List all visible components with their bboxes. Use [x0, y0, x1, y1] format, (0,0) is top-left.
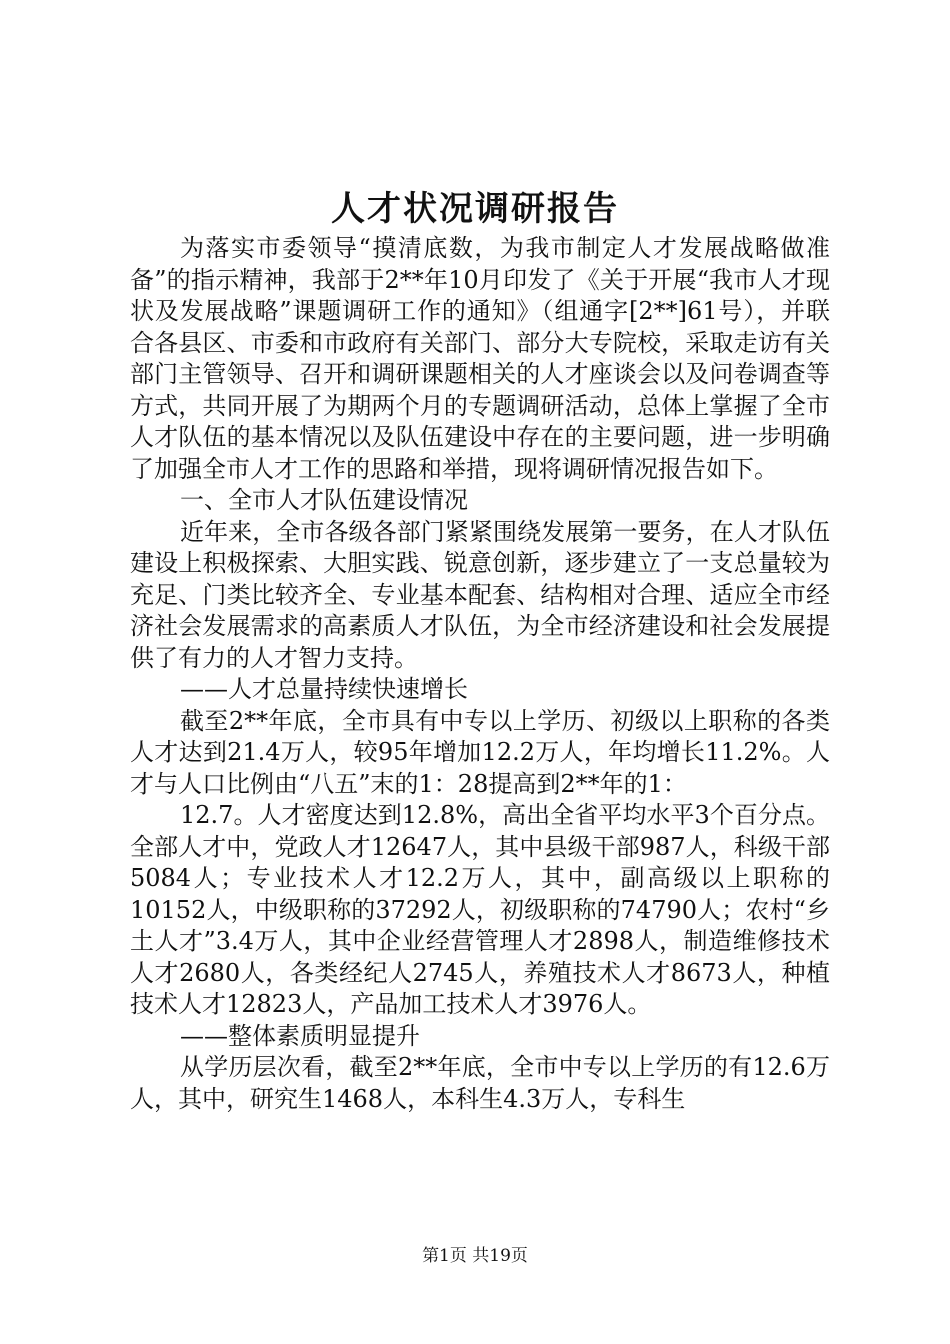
paragraph-stats-continued: 12.7。人才密度达到12.8%，高出全省平均水平3个百分点。全部人才中，党政人才12647人，其中县级干部987人，科级干部5084人；专业技术人才12.2万人，其中，副高级以上职称的10152人，中级职称的37292人，初级职称的74790人；农村“乡土人才”3.4万人，其中企业经营管理人才2898人，制造维修技术人才2680人，各类经纪人2745人，养殖技术人才8673人，种植技术人才12823人，产品加工技术人才3976人。	[130, 801, 830, 1018]
paragraph-intro: 为落实市委领导“摸清底数，为我市制定人才发展战略做准备”的指示精神，我部于2**年10月印发了《关于开展“我市人才现状及发展战略”课题调研工作的通知》（组通字[2**]61号），并联合各县区、市委和市政府有关部门、部分大专院校，采取走访有关部门主管领导、召开和调研课题相关的人才座谈会以及问卷调查等方式，共同开展了为期两个月的专题调研活动，总体上掌握了全市人才队伍的基本情况以及队伍建设中存在的主要问题，进一步明确了加强全市人才工作的思路和举措，现将调研情况报告如下。	[130, 234, 830, 483]
document-title: 人才状况调研报告	[331, 189, 619, 229]
page-number-footer: 第1页 共19页	[422, 1246, 528, 1266]
document-body	[130, 233, 830, 1115]
section-heading: 一、全市人才队伍建设情况	[180, 486, 468, 514]
paragraph-stats: 截至2**年底，全市具有中专以上学历、初级以上职称的各类人才达到21.4万人，较95年增加12.2万人，年均增长11.2%。人才与人口比例由“八五”末的1：28提高到2**年的1：	[130, 706, 830, 798]
paragraph-education: 从学历层次看，截至2**年底，全市中专以上学历的有12.6万人，其中，研究生1468人，本科生4.3万人，专科生	[130, 1053, 830, 1113]
subheading-talent-growth: ——人才总量持续快速增长	[180, 675, 468, 703]
paragraph-overview: 近年来，全市各级各部门紧紧围绕发展第一要务，在人才队伍建设上积极探索、大胆实践、锐意创新，逐步建立了一支总量较为充足、门类比较齐全、专业基本配套、结构相对合理、适应全市经济社会发展需求的高素质人才队伍，为全市经济建设和社会发展提供了有力的人才智力支持。	[130, 517, 830, 672]
subheading-quality: ——整体素质明显提升	[180, 1021, 420, 1050]
